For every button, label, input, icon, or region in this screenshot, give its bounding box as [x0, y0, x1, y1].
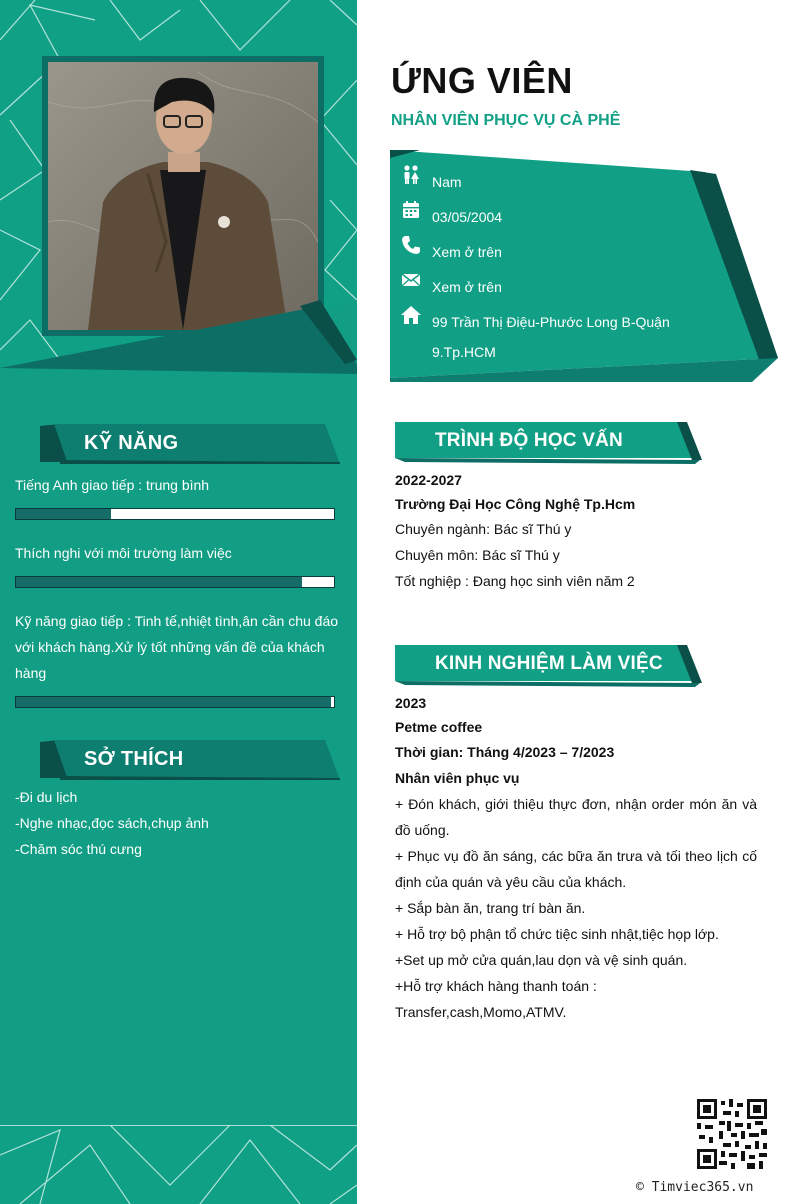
skill-level-fill: [16, 577, 302, 587]
experience-duty: +Set up mở cửa quán,lau dọn và vệ sinh quán.: [395, 952, 688, 968]
skill-item-label: Tiếng Anh giao tiếp : trung bình: [15, 477, 210, 493]
contact-info-panel: [390, 150, 782, 382]
experience-duty: +Hỗ trợ khách hàng thanh toán :: [395, 978, 597, 994]
contact-address-line2: 9.Tp.HCM: [432, 344, 496, 360]
education-school: Trường Đại Học Công Nghệ Tp.Hcm: [395, 496, 636, 512]
experience-company: Petme coffee: [395, 719, 483, 735]
education-period: 2022-2027: [395, 472, 462, 488]
experience-position: Nhân viên phục vụ: [395, 770, 520, 786]
education-heading: [395, 422, 705, 464]
hobby-item: -Đi du lịch: [15, 789, 78, 805]
hobbies-heading-label: SỞ THÍCH: [84, 748, 184, 770]
home-icon: [400, 304, 422, 326]
contact-phone-text: Xem ở trên: [432, 244, 502, 260]
hobby-item: -Nghe nhạc,đọc sách,chụp ảnh: [15, 815, 209, 831]
skill-level-fill: [16, 509, 111, 519]
skill-level-bar: [15, 508, 335, 520]
candidate-name: ỨNG VIÊN: [391, 60, 573, 101]
education-heading-label: TRÌNH ĐỘ HỌC VẤN: [435, 430, 623, 451]
decorative-lines-bottom: [0, 1125, 357, 1204]
contact-email-text: Xem ở trên: [432, 279, 502, 295]
contact-gender-text: Nam: [432, 174, 462, 190]
education-graduation: Tốt nghiệp : Đang học sinh viên năm 2: [395, 573, 635, 589]
contact-phone: [390, 232, 690, 262]
hobby-item: -Chăm sóc thú cưng: [15, 841, 142, 857]
contact-gender: [390, 162, 690, 192]
photo-accent-wedge: [0, 300, 357, 380]
job-title: NHÂN VIÊN PHỤC VỤ CÀ PHÊ: [391, 112, 621, 129]
experience-duty: + Sắp bàn ăn, trang trí bàn ăn.: [395, 900, 586, 916]
gender-icon: [400, 164, 422, 186]
contact-birthdate-text: 03/05/2004: [432, 209, 503, 225]
copyright-text: © Timviec365.vn: [636, 1180, 754, 1195]
qr-code[interactable]: [697, 1099, 767, 1169]
skills-heading: [40, 424, 340, 464]
education-major: Chuyên ngành: Bác sĩ Thú y: [395, 521, 572, 537]
profile-photo: [48, 62, 318, 330]
skill-level-bar: [15, 576, 335, 588]
experience-duty: + Phục vụ đồ ăn sáng, các bữa ăn trưa và tối theo lịch cố định của quán và yêu cầu của khách.: [395, 848, 757, 890]
experience-heading: [395, 645, 705, 687]
calendar-icon: [400, 199, 422, 221]
skill-item-label: Kỹ năng giao tiếp : Tinh tế,nhiệt tình,ân cần chu đáo với khách hàng.Xử lý tốt những vấn đề của khách hàng: [15, 613, 339, 681]
experience-duty: + Hỗ trợ bộ phận tổ chức tiệc sinh nhật,tiệc họp lớp.: [395, 926, 719, 942]
phone-icon: [400, 234, 422, 256]
experience-heading-label: KINH NGHIỆM LÀM VIỆC: [435, 653, 663, 674]
email-icon: [400, 269, 422, 291]
experience-time: Thời gian: Tháng 4/2023 – 7/2023: [395, 744, 615, 760]
experience-duty: + Đón khách, giới thiệu thực đơn, nhận order món ăn và đồ uống.: [395, 796, 757, 838]
profile-photo-frame: [42, 56, 324, 336]
experience-year: 2023: [395, 695, 427, 711]
contact-address: [390, 302, 690, 362]
contact-email: [390, 267, 690, 297]
experience-duty: Transfer,cash,Momo,ATMV.: [395, 1004, 567, 1020]
contact-address-line1: 99 Trần Thị Điệu-Phước Long B-Quận: [432, 314, 670, 330]
skill-item-label: Thích nghi với môi trường làm việc: [15, 545, 232, 561]
contact-birthdate: [390, 197, 690, 227]
education-specialty: Chuyên môn: Bác sĩ Thú y: [395, 547, 560, 563]
skills-heading-label: KỸ NĂNG: [84, 432, 179, 454]
left-sidebar: [0, 0, 357, 1204]
skill-level-fill: [16, 697, 331, 707]
skill-level-bar: [15, 696, 335, 708]
hobbies-heading: [40, 740, 340, 780]
